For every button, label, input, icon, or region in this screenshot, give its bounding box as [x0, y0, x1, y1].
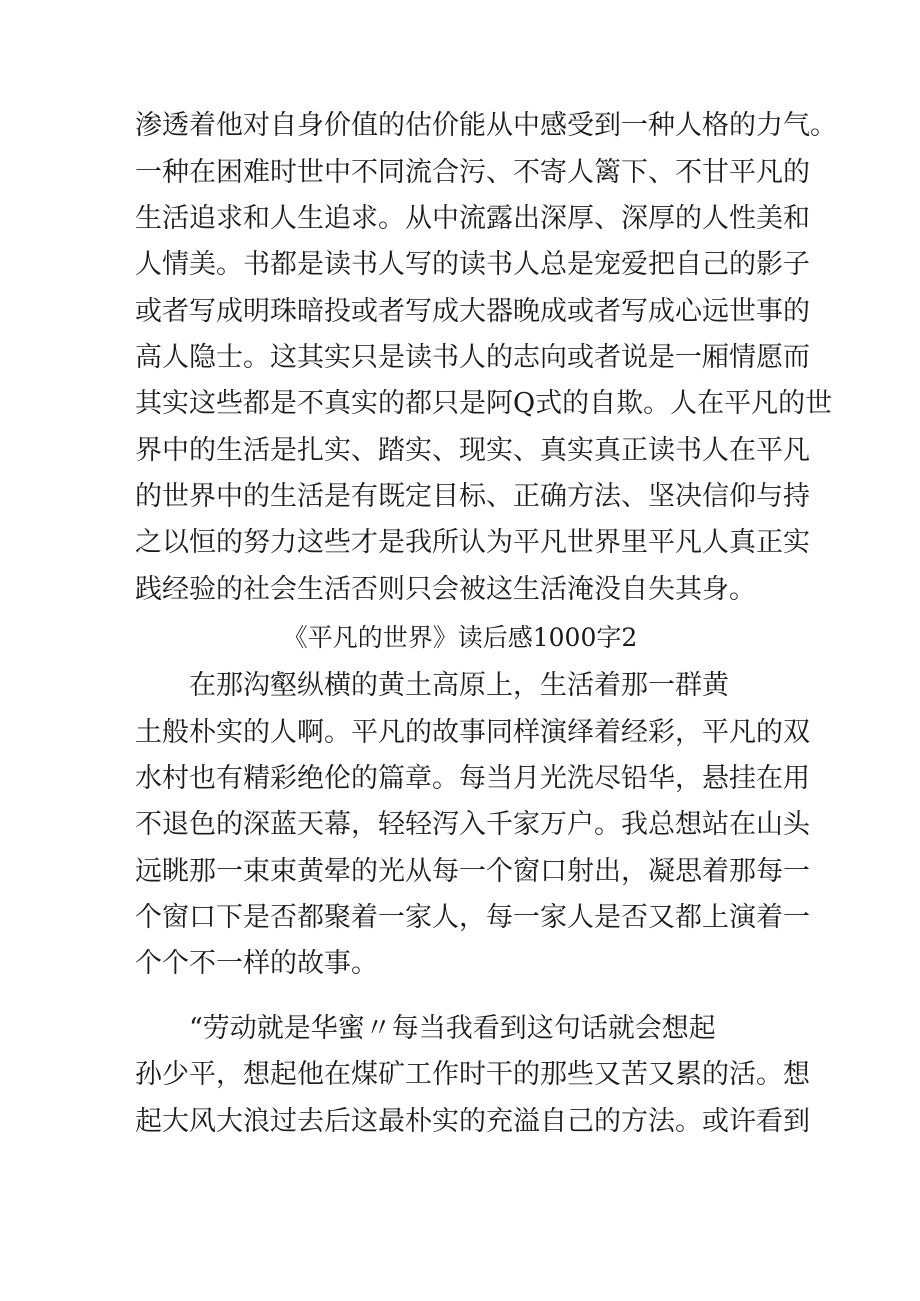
text-line: 土般朴实的人啊。平凡的故事同样演绎着经彩，平凡的双 — [135, 717, 810, 748]
text-line: 之以恒的努力这些才是我所认为平凡世界里平凡人真正实 — [135, 527, 810, 558]
text-line: 孙少平，想起他在煤矿工作时干的那些又苦又累的活。想 — [135, 1059, 810, 1090]
text-line: 在那沟壑纵横的黄土高原上，生活着那一群黄 — [135, 670, 729, 701]
text-line: “劳动就是华蜜〃每当我看到这句话就会想起 — [135, 1013, 716, 1044]
text-line: 界中的生活是扎实、踏实、现实、真实真正读书人在平凡 — [135, 435, 810, 466]
text-line: 生活追求和人生追求。从中流露出深厚、深厚的人性美和 — [135, 203, 810, 234]
text-line: 高人隐士。这其实只是读书人的志向或者说是一厢情愿而 — [135, 342, 810, 373]
text-line: 不退色的深蓝天幕，轻轻泻入千家万户。我总想站在山头 — [135, 809, 810, 840]
text-line: 远眺那一束束黄晕的光从每一个窗口射出，凝思着那每一 — [135, 856, 810, 887]
text-line: 践经验的社会生活否则只会被这生活淹没自失其身。 — [135, 574, 756, 605]
text-line: 个窗口下是否都聚着一家人，每一家人是否又都上演着一 — [135, 902, 810, 933]
text-line: 起大风大浪过去后这最朴实的充溢自己的方法。或许看到 — [135, 1106, 810, 1137]
text-line: 的世界中的生活是有既定目标、正确方法、坚决信仰与持 — [135, 481, 810, 512]
text-line: 一种在困难时世中不同流合污、不寄人篱下、不甘平凡的 — [135, 157, 810, 188]
text-line: 水村也有精彩绝伦的篇章。每当月光洗尽铅华，悬挂在用 — [135, 763, 810, 794]
section-heading: 《平凡的世界》读后感1000字2 — [282, 623, 638, 652]
text-line: 其实这些都是不真实的都只是阿Q式的自欺。人在平凡的世 — [135, 388, 833, 419]
text-line: 人情美。书都是读书人写的读书人总是宠爱把自己的影子 — [135, 249, 810, 280]
text-line: 个个不一样的故事。 — [135, 948, 378, 979]
text-line: 渗透着他对自身价值的估价能从中感受到一种人格的力气。 — [135, 110, 837, 141]
text-line: 或者写成明珠暗投或者写成大器晚成或者写成心远世事的 — [135, 296, 810, 327]
